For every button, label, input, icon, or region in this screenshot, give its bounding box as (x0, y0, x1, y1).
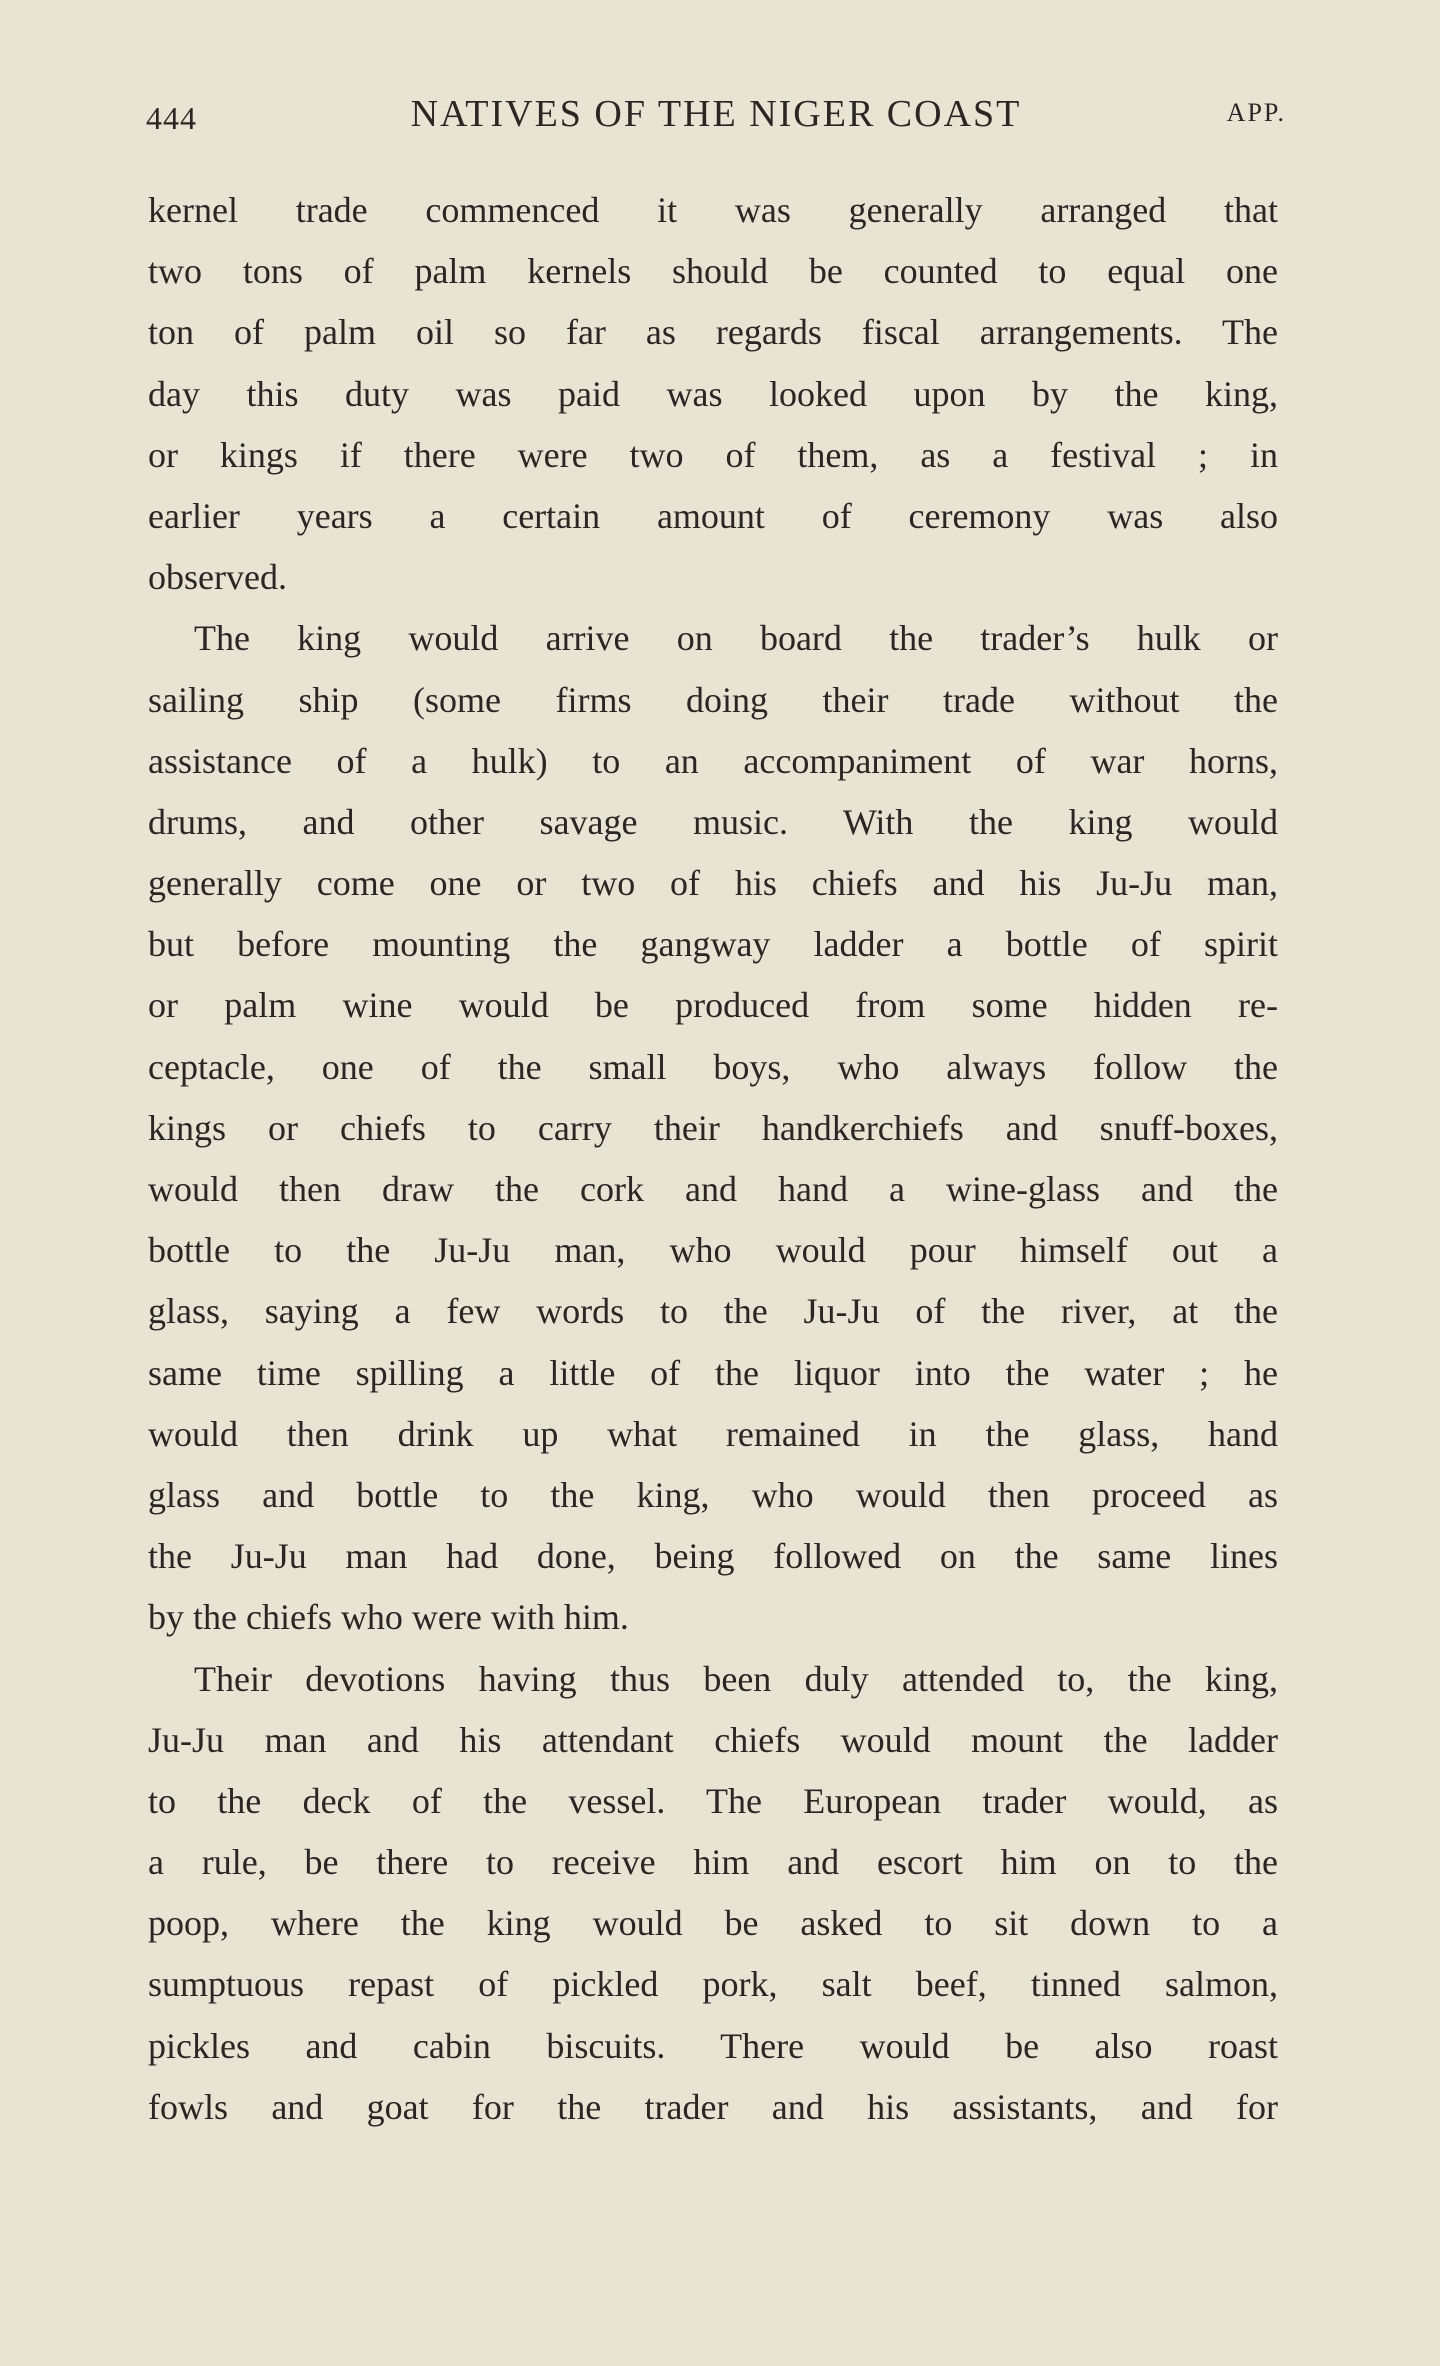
text-line: would then drink up what remained in the glass, hand (148, 1413, 1278, 1454)
text-line: observed. (148, 557, 287, 598)
text-line: generally come one or two of his chiefs and his Ju-Ju man, (148, 863, 1278, 904)
text-line: a rule, be there to receive him and escort him on to the (148, 1842, 1278, 1883)
text-line: pickles and cabin biscuits. There would be also roast (148, 2025, 1278, 2066)
running-header (146, 92, 1286, 144)
text-line: bottle to the Ju-Ju man, who would pour himself out a (148, 1230, 1278, 1271)
text-line: the Ju-Ju man had done, being followed on the same lines (148, 1536, 1278, 1577)
text-line: two tons of palm kernels should be counted to equal one (148, 251, 1278, 292)
running-title: NATIVES OF THE NIGER COAST (410, 93, 1022, 135)
text-line: kernel trade commenced it was generally arranged that (148, 190, 1278, 230)
text-line: ceptacle, one of the small boys, who always follow the (148, 1046, 1278, 1087)
text-line: by the chiefs who were with him. (148, 1597, 629, 1638)
text-line: but before mounting the gangway ladder a bottle of spirit (148, 924, 1278, 965)
text-line: glass, saying a few words to the Ju-Ju of the river, at the (148, 1291, 1278, 1332)
page-number: 444 (146, 100, 197, 136)
text-line: same time spilling a little of the liquor into the water ; he (148, 1352, 1278, 1393)
text-line: The king would arrive on board the trader’s hulk or (194, 618, 1278, 659)
paragraph (148, 608, 1278, 1648)
text-line: or kings if there were two of them, as a festival ; in (148, 434, 1278, 475)
text-line: glass and bottle to the king, who would then proceed as (148, 1474, 1278, 1515)
text-line: drums, and other savage music. With the king would (148, 801, 1278, 842)
page-body-text (148, 180, 1278, 2138)
text-line: ton of palm oil so far as regards fiscal arrangements. The (148, 312, 1278, 353)
text-line: earlier years a certain amount of ceremony was also (148, 495, 1278, 536)
text-line: Ju-Ju man and his attendant chiefs would mount the ladder (148, 1719, 1278, 1760)
paragraph (148, 1649, 1278, 2139)
text-line: to the deck of the vessel. The European trader would, as (148, 1780, 1278, 1821)
text-line: sailing ship (some firms doing their trade without the (148, 679, 1278, 720)
paragraph (148, 180, 1278, 608)
text-line: sumptuous repast of pickled pork, salt beef, tinned salmon, (148, 1964, 1278, 2005)
text-line: kings or chiefs to carry their handkerchiefs and snuff-boxes, (148, 1107, 1278, 1148)
text-line: fowls and goat for the trader and his assistants, and for (148, 2086, 1278, 2127)
text-line: would then draw the cork and hand a wine-glass and the (148, 1169, 1278, 1209)
text-line: or palm wine would be produced from some hidden re- (148, 985, 1278, 1026)
text-line: Their devotions having thus been duly attended to, the king, (194, 1658, 1278, 1699)
text-line: assistance of a hulk) to an accompaniment of war horns, (148, 740, 1278, 781)
text-line: day this duty was paid was looked upon by the king, (148, 373, 1278, 414)
text-line: poop, where the king would be asked to sit down to a (148, 1903, 1278, 1944)
section-marker: APP. (1226, 98, 1286, 127)
